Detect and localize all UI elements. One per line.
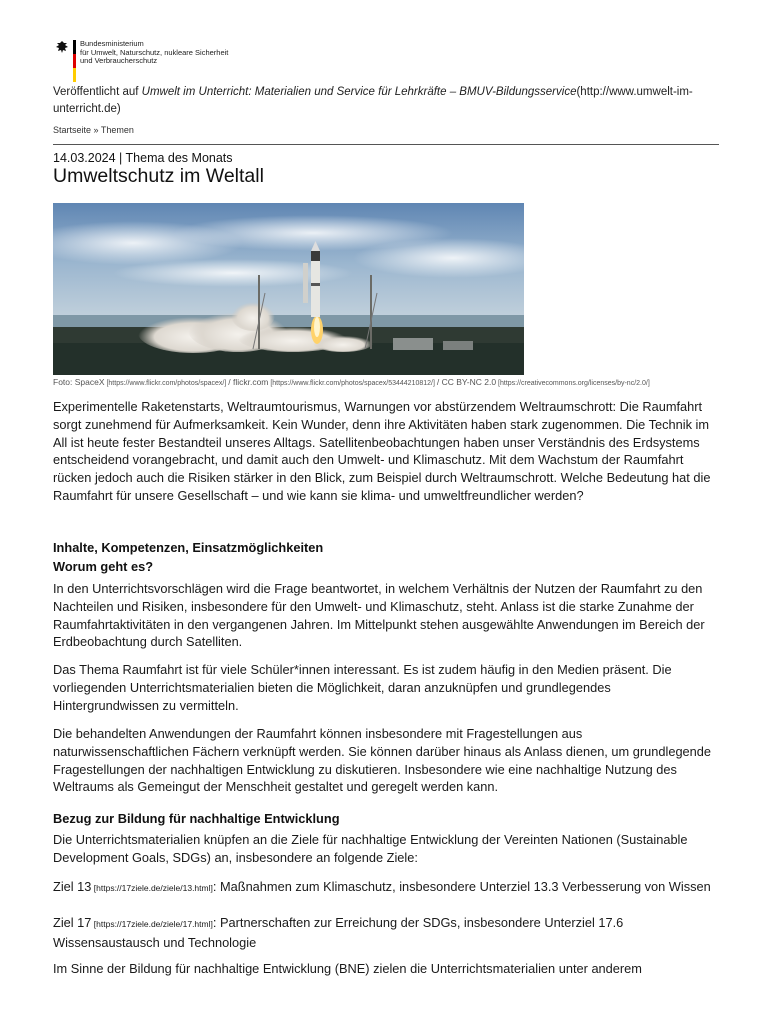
paragraph-4: Die Unterrichtsmaterialien knüpfen an die Ziele für nachhaltige Entwicklung der Vereinten Nationen (Sustainable Development Goals, SDGs) an, insbesondere an folgende Ziele:: [53, 832, 688, 865]
goal-17-text: : Partnerschaften zur Erreichung der SDGs, insbesondere Unterziel 17.6 Wissensaustausch und Technologie: [53, 915, 624, 950]
goal-17-item: [53, 914, 719, 952]
caption-license[interactable]: CC BY-NC 2.0: [441, 377, 497, 387]
federal-eagle-icon: [55, 40, 69, 54]
date-category: 14.03.2024 | Thema des Monats: [53, 151, 233, 165]
page-title: Umweltschutz im Weltall: [53, 165, 264, 187]
section-heading-bne: Bezug zur Bildung für nachhaltige Entwicklung: [53, 811, 340, 826]
divider: [53, 144, 719, 145]
goal-13-text: : Maßnahmen zum Klimaschutz, insbesondere Unterziel 13.3 Verbesserung von Wissen: [212, 879, 711, 894]
published-url[interactable]: (http://www.umwelt-im-unterricht.de): [53, 86, 693, 115]
caption-sep-2: /: [436, 377, 442, 387]
goal-17-url: [https://17ziele.de/ziele/17.html]: [91, 919, 213, 929]
published-on: [53, 84, 719, 118]
rocket-launch-photo: [53, 203, 524, 375]
caption-source-b[interactable]: flickr.com: [232, 377, 269, 387]
caption-url-b: [https://www.flickr.com/photos/spacex/53444210812/]: [268, 380, 437, 387]
paragraph-2: Das Thema Raumfahrt ist für viele Schüler*innen interessant. Es ist zudem häufig in den Medien präsent. Die vorliegenden Unterrichtsmaterialien bieten die Möglichkeit, daran anzuknüpfen und grundlegendes Hintergrundwissen zu vermitteln.: [53, 662, 672, 713]
caption-url-a: [https://www.flickr.com/photos/spacex/]: [104, 380, 229, 387]
paragraph-1: In den Unterrichtsvorschlägen wird die Frage beantwortet, in welchem Verhältnis der Nutzen der Raumfahrt zu den Nachteilen und Risiken, insbesondere für den Umwelt- und Klimaschutz, steht. Anlass ist die starke Zunahme der Raumfahrtaktivitäten in den vergangenen Jahren. Im Mittelpunkt stehen ausgewählte Anwendungen im Bereich der Erdbeobachtung durch Satelliten.: [53, 581, 705, 650]
paragraph-3: Die behandelten Anwendungen der Raumfahrt können insbesondere mit Fragestellungen aus naturwissenschaftlichen Fächern verknüpft werden. Sie können darüber hinaus als Anlass dienen, um grundlegende Fragestellungen der nachhaltigen Entwicklung zu diskutieren. Insbesondere wie eine nachhaltige Nutzung des Weltraums als Gemeingut der Menschheit gestaltet und geregelt werden kann.: [53, 726, 712, 795]
goal-17-link[interactable]: Ziel 17: [53, 915, 92, 930]
intro-paragraph: Experimentelle Raketenstarts, Weltraumtourismus, Warnungen vor abstürzendem Weltraumschrott: Die Raumfahrt sorgt zunehmend für Aufmerksamkeit. Kein Wunder, denn ihre Aktivitäten haben stark zugenommen. Die Technik im All ist heute fester Bestandteil unseres Alltags. Satellitenbeobachtungen haben unser Verständnis des Erdsystems entscheidend vorangebracht, und damit auch den Umwelt- und Klimaschutz. Mit dem Wachstum der Raumfahrt rücken jedoch auch die Risiken stärker in den Blick, zum Beispiel durch Weltraumschrott. Welche Bedeutung hat die Raumfahrt für unsere Gesellschaft – und wie kann sie klima- und umweltfreundlicher werden?: [53, 399, 711, 503]
ministry-line-3: und Verbraucherschutz: [80, 56, 158, 65]
ministry-name: [80, 40, 228, 66]
published-prefix: Veröffentlicht auf: [53, 86, 142, 98]
goal-13-link[interactable]: Ziel 13: [53, 879, 92, 894]
published-site-link[interactable]: Umwelt im Unterricht: Materialien und Service für Lehrkräfte – BMUV-Bildungsservice: [141, 86, 577, 98]
goal-13-item: [53, 878, 719, 898]
ministry-line-1: Bundesministerium: [80, 39, 144, 48]
flag-bar: [73, 40, 76, 82]
photo-caption: [53, 377, 650, 387]
breadcrumb[interactable]: Startseite » Themen: [53, 125, 134, 135]
ministry-line-2: für Umwelt, Naturschutz, nukleare Sicherheit: [80, 47, 229, 57]
caption-url-c: [https://creativecommons.org/licenses/by-nc/2.0/]: [496, 380, 650, 387]
caption-sep-1: /: [228, 377, 233, 387]
subheading-what-about: Worum geht es?: [53, 559, 154, 574]
goal-13-url: [https://17ziele.de/ziele/13.html]: [91, 883, 213, 893]
section-heading-contents: Inhalte, Kompetenzen, Einsatzmöglichkeiten: [53, 540, 324, 555]
caption-source-a[interactable]: Foto: SpaceX: [53, 377, 105, 387]
paragraph-5: Im Sinne der Bildung für nachhaltige Entwicklung (BNE) zielen die Unterrichtsmaterialien unter anderem: [53, 961, 642, 976]
